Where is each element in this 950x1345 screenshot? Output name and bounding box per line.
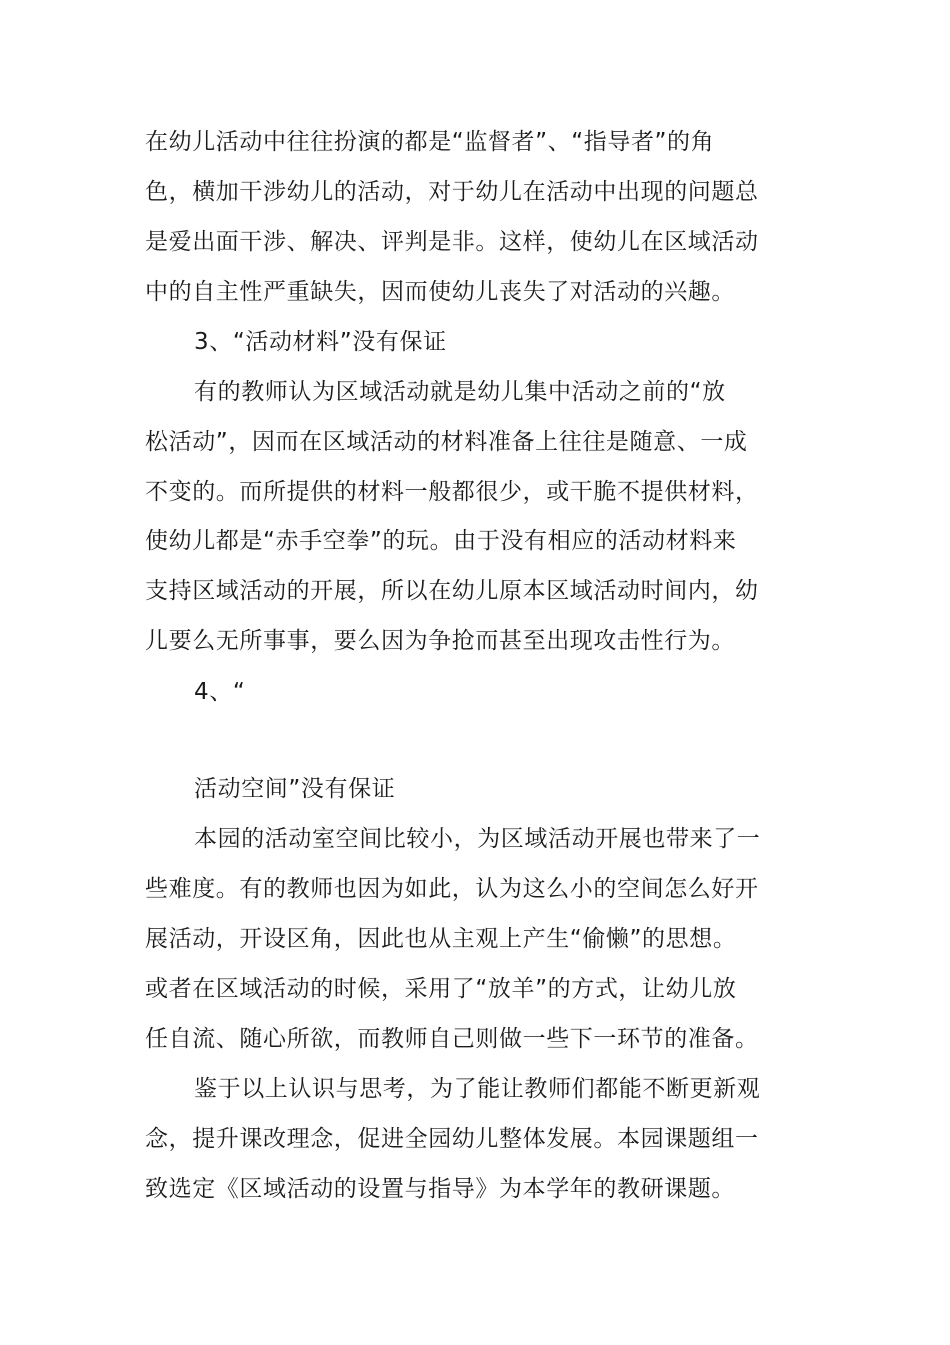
section-heading-4-end: 活动空间”没有保证 — [194, 776, 396, 802]
paragraph-line: 些难度。有的教师也因为如此，认为这么小的空间怎么好开 — [145, 876, 759, 902]
paragraph-line: 松活动”，因而在区域活动的材料准备上往往是随意、一成 — [145, 429, 748, 455]
paragraph-line: 本园的活动室空间比较小，为区域活动开展也带来了一 — [194, 826, 761, 852]
paragraph-line: 展活动，开设区角，因此也从主观上产生“偷懒”的思想。 — [145, 926, 737, 952]
paragraph-line: 不变的。而所提供的材料一般都很少，或干脆不提供材料， — [145, 479, 759, 505]
paragraph-line: 有的教师认为区域活动就是幼儿集中活动之前的“放 — [194, 379, 726, 405]
section-heading-3: 3、“活动材料”没有保证 — [194, 329, 447, 355]
paragraph-line: 鉴于以上认识与思考，为了能让教师们都能不断更新观 — [194, 1076, 761, 1102]
paragraph-line: 支持区域活动的开展，所以在幼儿原本区域活动时间内，幼 — [145, 578, 759, 604]
paragraph-line: 使幼儿都是“赤手空拳”的玩。由于没有相应的活动材料来 — [145, 528, 737, 554]
paragraph-line: 是爱出面干涉、解决、评判是非。这样，使幼儿在区域活动 — [145, 229, 759, 255]
paragraph-line: 中的自主性严重缺失，因而使幼儿丧失了对活动的兴趣。 — [145, 279, 735, 305]
paragraph-line: 或者在区域活动的时候，采用了“放羊”的方式，让幼儿放 — [145, 976, 737, 1002]
paragraph-line: 致选定《区域活动的设置与指导》为本学年的教研课题。 — [145, 1176, 735, 1202]
paragraph-line: 在幼儿活动中往往扮演的都是“监督者”、“指导者”的角 — [145, 129, 715, 155]
paragraph-line: 儿要么无所事事，要么因为争抢而甚至出现攻击性行为。 — [145, 628, 735, 654]
section-heading-4-start: 4、“ — [194, 679, 246, 705]
paragraph-line: 任自流、随心所欲，而教师自己则做一些下一环节的准备。 — [145, 1026, 759, 1052]
paragraph-line: 色，横加干涉幼儿的活动，对于幼儿在活动中出现的问题总 — [145, 179, 759, 205]
paragraph-line: 念，提升课改理念，促进全园幼儿整体发展。本园课题组一 — [145, 1126, 759, 1152]
